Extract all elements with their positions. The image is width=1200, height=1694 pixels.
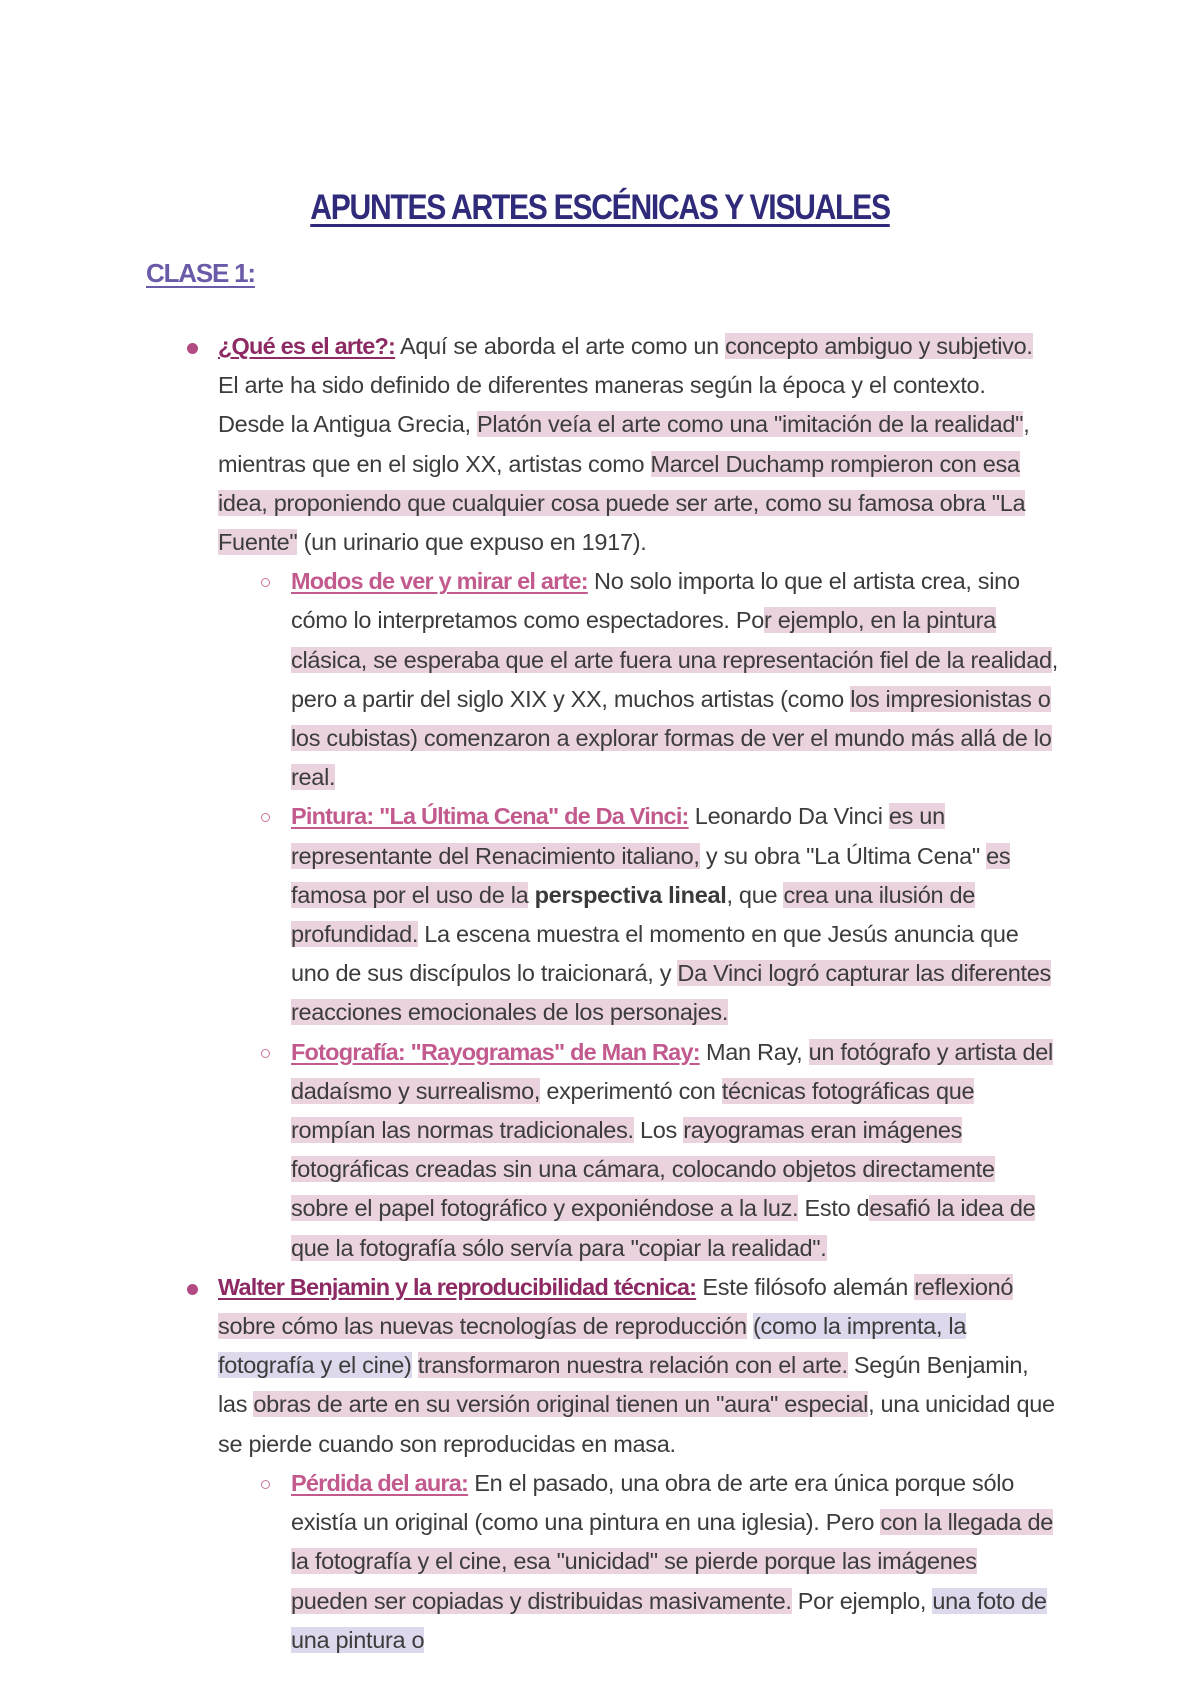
highlight: los impresionistas o los cubistas) comenzaron a explorar formas de ver el mundo más allá de lo real. [291,685,1052,791]
highlight: crea una ilusión de profundidad. [291,881,976,948]
highlight: esafió la idea de que la fotografía sólo servía para "copiar la realidad". [291,1195,1036,1261]
subbullet-ultima-cena: Pintura: "La Última Cena" de Da Vinci: Leonardo Da Vinci es un representante del Renacimiento italiano, y su obra "La Última Cena" es famosa por el uso de la perspectiva lineal, que crea una ilusión de profundidad. La escena muestra el momento en que Jesús anuncia que uno de sus discípulos lo traicionará, y Da Vinci logró capturar las diferentes reacciones emocionales de los personajes. [291,797,1058,1032]
highlight: obras de arte en su versión original tienen un "aura" especial [253,1391,869,1418]
highlight: reflexionó sobre cómo las nuevas tecnologías de reproducción [218,1273,1014,1340]
subbullet-modos-de-ver: Modos de ver y mirar el arte: No solo importa lo que el artista crea, sino cómo lo interpretamos como espectadores. Por ejemplo, en la pintura clásica, se esperaba que el arte fuera una representación fiel de la realidad, pero a partir del siglo XIX y XX, muchos artistas (como los impresionistas o los cubistas) comenzaron a explorar formas de ver el mundo más allá de lo real. [291,562,1058,797]
highlight: r ejemplo, en la pintura clásica, se esperaba que el arte fuera una representación fiel de la realidad [291,607,1052,673]
highlight: con la llegada de la fotografía y el cine, esa "unicidad" se pierde porque las imágenes pueden ser copiadas y distribuidas masivamente. [291,1509,1054,1614]
bold-term: perspectiva lineal [534,881,727,908]
section-heading: CLASE 1: [146,258,255,288]
bullet-walter-benjamin: Walter Benjamin y la reproducibilidad técnica: Este filósofo alemán reflexionó sobre cómo las nuevas tecnologías de reproducción (como la imprenta, la fotografía y el cine) transformaron nuestra relación con el arte. Según Benjamin, las obras de arte en su versión original tienen un "aura" especial, una unicidad que se pierde cuando son reproducidas en masa. [218,1268,1058,1464]
document-title: APUNTES ARTES ESCÉNICAS Y VISUALES [310,188,890,227]
highlight: Da Vinci logró capturar las diferentes reacciones emocionales de los personajes. [291,960,1051,1026]
highlight-violet: (como la imprenta, la fotografía y el cine) [218,1313,967,1379]
notes-body [218,327,1058,1660]
highlight: rayogramas eran imágenes fotográficas creadas sin una cámara, colocando objetos directamente sobre el papel fotográfico y exponiéndose a la luz. [291,1117,995,1222]
keyword-label: ¿Qué es el arte?: [218,333,396,359]
highlight: concepto ambiguo y subjetivo. [725,333,1033,359]
highlight: Platón veía el arte como una "imitación de la realidad" [477,411,1024,438]
keyword-label: Pintura: "La Última Cena" de Da Vinci: [291,803,689,830]
highlight-violet: una foto de una pintura o [291,1587,1047,1653]
highlight: es famosa por el uso de la [291,842,1011,908]
keyword-label: Walter Benjamin y la reproducibilidad técnica: [218,1273,697,1300]
subbullet-perdida-del-aura: Pérdida del aura: En el pasado, una obra de arte era única porque sólo existía un original (como una pintura en una iglesia). Pero con la llegada de la fotografía y el cine, esa "unicidad" se pierde porque las imágenes pueden ser copiadas y distribuidas masivamente. Por ejemplo, una foto de una pintura o [291,1464,1058,1660]
keyword-label: Pérdida del aura: [291,1469,469,1496]
subbullet-rayogramas: Fotografía: "Rayogramas" de Man Ray: Man Ray, un fotógrafo y artista del dadaísmo y surrealismo, experimentó con técnicas fotográficas que rompían las normas tradicionales. Los rayogramas eran imágenes fotográficas creadas sin una cámara, colocando objetos directamente sobre el papel fotográfico y exponiéndose a la luz. Esto desafió la idea de que la fotografía sólo servía para "copiar la realidad". [291,1033,1058,1268]
highlight: Marcel Duchamp rompieron con esa idea, proponiendo que cualquier cosa puede ser arte, como su famosa obra "La Fuente" [218,450,1026,556]
bullet-que-es-el-arte: ¿Qué es el arte?: Aquí se aborda el arte como un concepto ambiguo y subjetivo. El arte ha sido definido de diferentes maneras según la época y el contexto. Desde la Antigua Grecia, Platón veía el arte como una "imitación de la realidad", mientras que en el siglo XX, artistas como Marcel Duchamp rompieron con esa idea, proponiendo que cualquier cosa puede ser arte, como su famosa obra "La Fuente" (un urinario que expuso en 1917). [218,327,1058,562]
highlight: técnicas fotográficas que rompían las normas tradicionales. [291,1077,975,1144]
highlight: un fotógrafo y artista del dadaísmo y surrealismo, [291,1038,1053,1104]
highlight: es un representante del Renacimiento italiano, [291,803,945,869]
highlight: transformaron nuestra relación con el arte. [417,1352,848,1379]
keyword-label: Modos de ver y mirar el arte: [291,568,588,595]
keyword-label: Fotografía: "Rayogramas" de Man Ray: [291,1038,700,1065]
